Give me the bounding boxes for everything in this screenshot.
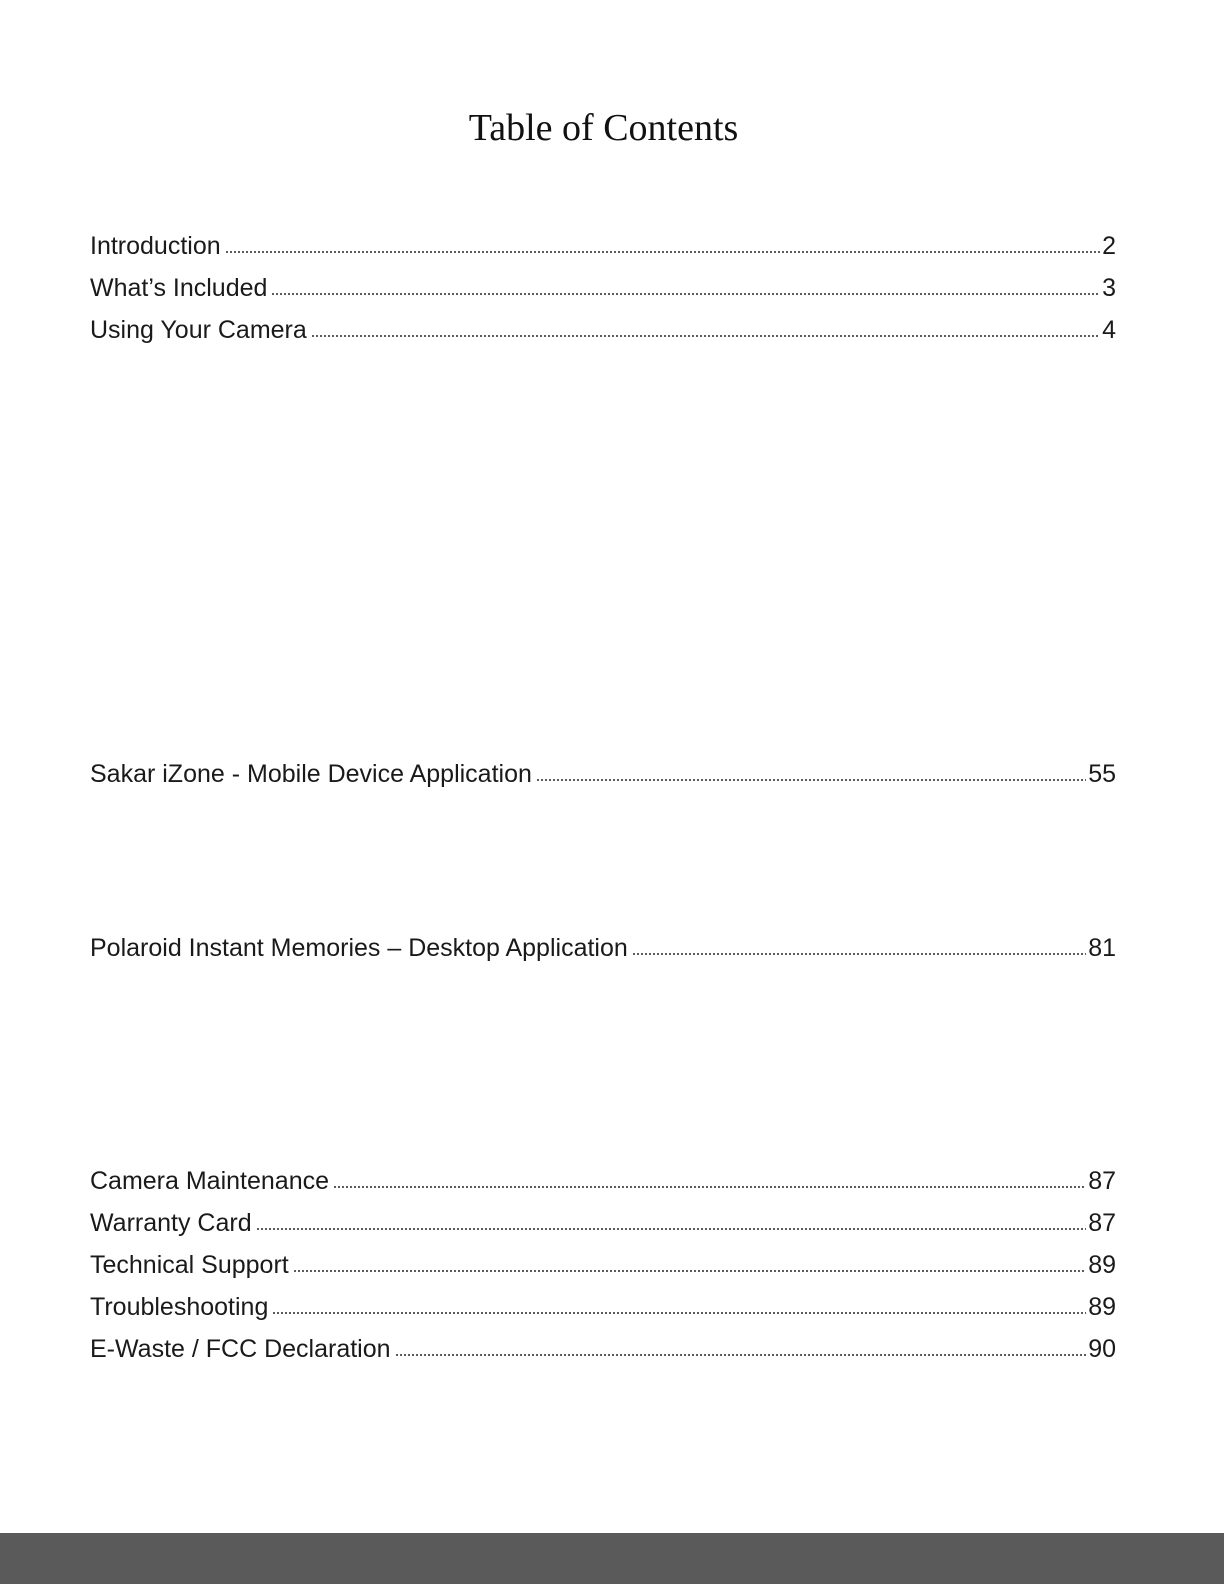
toc-entry-label: Sakar iZone - Mobile Device Application — [90, 760, 532, 788]
toc-entry-label: Introduction — [90, 232, 221, 260]
footer-band — [0, 1533, 1224, 1584]
toc-entry-page-number: 81 — [1088, 934, 1116, 962]
toc-entry-page-number: 2 — [1102, 232, 1116, 260]
toc-entry-polaroid-instant-memories[interactable] — [90, 932, 1116, 964]
toc-entry-label: Troubleshooting — [90, 1293, 269, 1321]
toc-dot-leader — [333, 1186, 1086, 1188]
toc-entry-sakar-izone[interactable] — [90, 758, 1116, 790]
toc-entry-page-number: 3 — [1102, 274, 1116, 302]
toc-dot-leader — [272, 1312, 1086, 1314]
toc-entry-page-number: 55 — [1088, 760, 1116, 788]
toc-entry-label: Using Your Camera — [90, 316, 307, 344]
toc-dot-leader — [311, 335, 1100, 337]
toc-entry-label: Camera Maintenance — [90, 1167, 330, 1195]
toc-dot-leader — [536, 779, 1086, 781]
toc-entry-ewaste-fcc[interactable] — [90, 1333, 1116, 1365]
toc-entry-technical-support[interactable] — [90, 1249, 1116, 1281]
toc-dot-leader — [395, 1354, 1087, 1356]
toc-entry-label: E-Waste / FCC Declaration — [90, 1335, 391, 1363]
toc-dot-leader — [225, 251, 1100, 253]
toc-entry-label: Polaroid Instant Memories – Desktop Application — [90, 934, 628, 962]
toc-entry-troubleshooting[interactable] — [90, 1291, 1116, 1323]
toc-entry-page-number: 4 — [1102, 316, 1116, 344]
toc-entry-camera-maintenance[interactable] — [90, 1165, 1116, 1197]
toc-entry-page-number: 89 — [1088, 1251, 1116, 1279]
toc-entry-label: Technical Support — [90, 1251, 289, 1279]
toc-dot-leader — [632, 953, 1086, 955]
toc-entry-page-number: 87 — [1088, 1209, 1116, 1237]
toc-entry-warranty-card[interactable] — [90, 1207, 1116, 1239]
toc-dot-leader — [256, 1228, 1087, 1230]
toc-entry-label: Warranty Card — [90, 1209, 252, 1237]
toc-entry-label: What’s Included — [90, 274, 268, 302]
toc-dot-leader — [271, 293, 1100, 295]
toc-entry-whats-included[interactable] — [90, 272, 1116, 304]
toc-entry-using-your-camera[interactable] — [90, 314, 1116, 346]
page-title: Table of Contents — [468, 107, 739, 149]
toc-dot-leader — [293, 1270, 1086, 1272]
toc-entry-introduction[interactable] — [90, 230, 1116, 262]
toc-entry-page-number: 90 — [1088, 1335, 1116, 1363]
toc-entry-page-number: 89 — [1088, 1293, 1116, 1321]
toc-entry-page-number: 87 — [1088, 1167, 1116, 1195]
